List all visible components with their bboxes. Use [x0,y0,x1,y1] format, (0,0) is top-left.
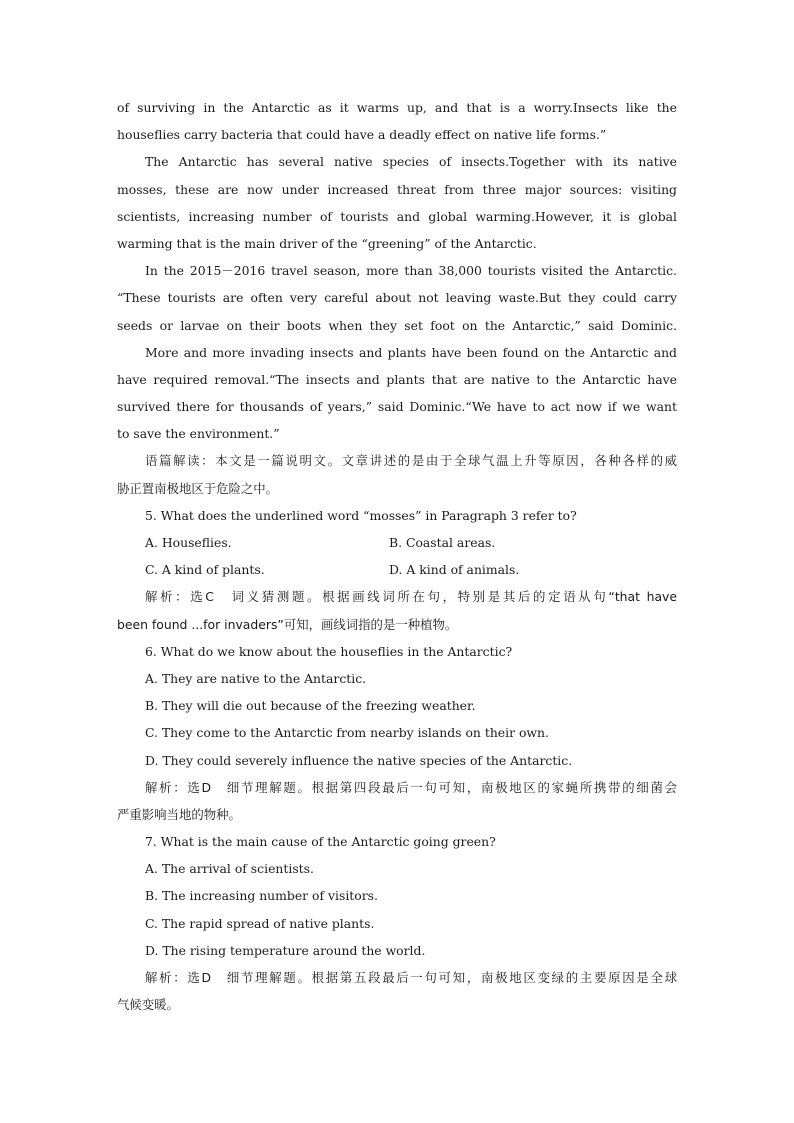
answer-analysis: 气候变暖。 [117,997,179,1013]
option-b: B. The increasing number of visitors. [145,888,378,904]
passage-line: warming that is the main driver of the “greening” of the Antarctic. [117,235,537,251]
passage [117,94,677,447]
option-b: B. Coastal areas. [389,535,496,550]
document-page [117,94,677,1018]
option-d: D. The rising temperature around the world. [145,942,426,958]
passage-line: have required removal.“The insects and plants that are native to the Antarctic have [117,371,677,387]
options-row [117,556,677,583]
passage-line: survived there for thousands of years,” said Dominic.“We have to act now if we want [117,399,677,415]
option-b: B. They will die out because of the freezing weather. [145,698,476,714]
option-a: A. Houseflies. [145,535,232,550]
option-c: C. They come to the Antarctic from nearby islands on their own. [145,725,549,741]
answer-analysis: 解析：选D 细节理解题。根据第五段最后一句可知，南极地区变绿的主要原因是全球 [145,970,677,985]
question-stem: 5. What does the underlined word “mosses” in Paragraph 3 refer to? [145,507,577,523]
passage-line: The Antarctic has several native species of insects.Together with its native [145,154,677,170]
passage-line: houseflies carry bacteria that could have a deadly effect on native life forms.” [117,127,607,143]
passage-line: “These tourists are often very careful about not leaving waste.But they could carry [117,290,677,306]
option-d: D. A kind of animals. [389,562,520,578]
option-c: C. The rapid spread of native plants. [145,915,375,931]
answer-analysis: 严重影响当地的物种。 [117,806,241,822]
question-5 [117,502,677,638]
passage-line: In the 2015－2016 travel season, more than 38,000 tourists visited the Antarctic. [145,263,677,279]
answer-analysis: 解析：选C 词义猜测题。根据画线词所在句，特别是其后的定语从句“that have [145,589,677,605]
answer-analysis: been found ...for invaders”可知，画线词指的是一种植物。 [117,616,458,632]
question-stem: 6. What do we know about the houseflies in the Antarctic? [145,643,513,659]
summary-line: 语篇解读：本文是一篇说明文。文章讲述的是由于全球气温上升等原因，各种各样的威 [145,453,677,469]
answer-analysis: 解析：选D 细节理解题。根据第四段最后一句可知，南极地区的家蝇所携带的细菌会 [145,779,677,795]
passage-line: scientists, increasing number of tourists and global warming.However, it is global [117,208,677,224]
options-row [117,529,677,556]
passage-line: mosses, these are now under increased threat from three major sources: visiting [117,181,677,197]
passage-line: to save the environment.” [117,426,280,442]
summary-line: 胁正置南极地区于危险之中。 [117,480,279,496]
option-a: A. The arrival of scientists. [145,861,314,877]
question-stem: 7. What is the main cause of the Antarctic going green? [145,834,496,850]
passage-line: of surviving in the Antarctic as it warms up, and that is a worry.Insects like the [117,100,677,115]
option-a: A. They are native to the Antarctic. [145,670,367,686]
passage-line: More and more invading insects and plants have been found on the Antarctic and [145,344,677,360]
option-c: C. A kind of plants. [145,562,265,578]
passage-summary [117,447,677,501]
question-7 [117,828,677,1018]
question-6 [117,638,677,828]
option-d: D. They could severely influence the native species of the Antarctic. [145,752,573,768]
passage-line: seeds or larvae on their boots when they set foot on the Antarctic,” said Dominic. [117,317,677,333]
